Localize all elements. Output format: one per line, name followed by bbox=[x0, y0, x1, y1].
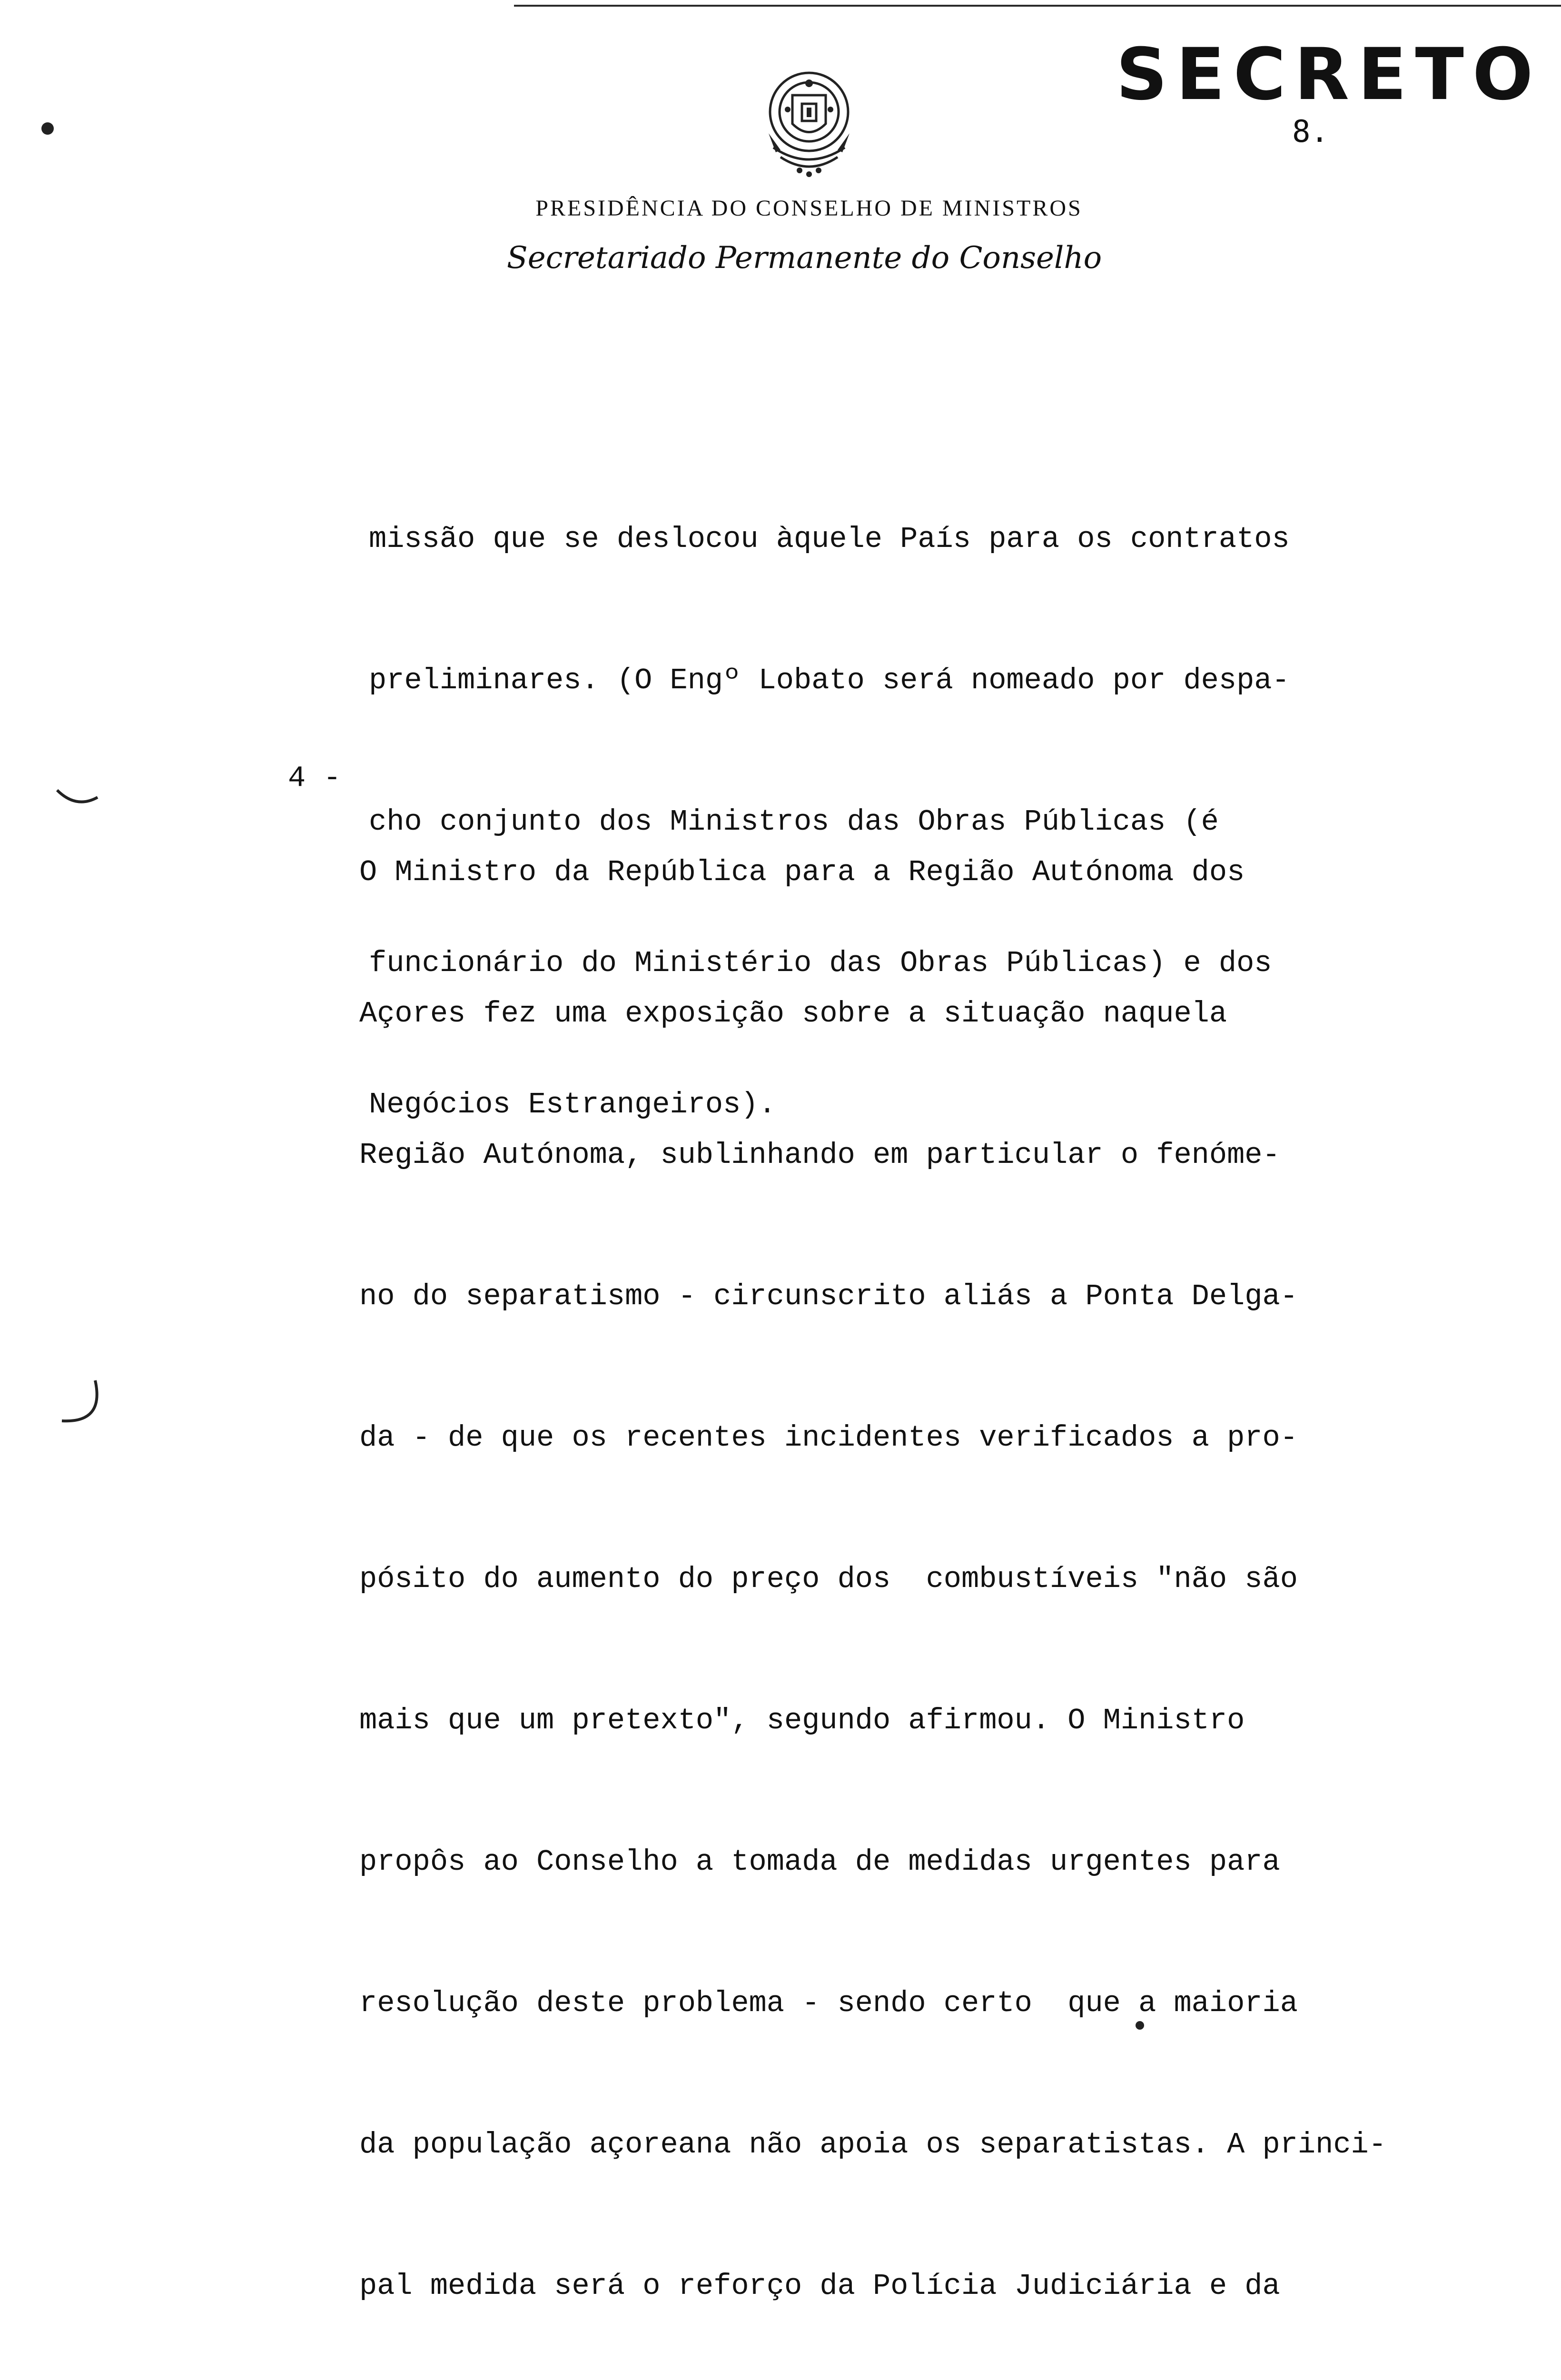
text-line: pósito do aumento do preço dos combustíveis "não são bbox=[359, 1562, 1298, 1596]
text-line: mais que um pretexto", segundo afirmou. O Ministro bbox=[359, 1704, 1245, 1737]
text-line: Açores fez uma exposição sobre a situação naquela bbox=[359, 997, 1227, 1031]
text-line: propôs ao Conselho a tomada de medidas urgentes para bbox=[359, 1845, 1280, 1879]
ink-speck bbox=[38, 119, 57, 138]
text-line: cho conjunto dos Ministros das Obras Públicas (é bbox=[369, 805, 1219, 839]
text-line: funcionário do Ministério das Obras Públicas) e dos bbox=[369, 946, 1272, 980]
text-line: da população açoreana não apoia os separatistas. A princi- bbox=[359, 2128, 1386, 2162]
text-line: no do separatismo - circunscrito aliás a Ponta Delga- bbox=[359, 1279, 1298, 1313]
text-line: preliminares. (O Engº Lobato será nomeado por despa- bbox=[369, 664, 1290, 697]
organization-header: PRESIDÊNCIA DO CONSELHO DE MINISTROS bbox=[535, 196, 1083, 221]
page-number: 8. bbox=[1292, 114, 1329, 149]
department-subheader: Secretariado Permanente do Conselho bbox=[506, 240, 1102, 276]
text-line: resolução deste problema - sendo certo que a maioria bbox=[359, 1986, 1298, 2020]
text-line: Negócios Estrangeiros). bbox=[369, 1088, 776, 1121]
top-border-line bbox=[514, 5, 1561, 7]
text-line: O Ministro da República para a Região Autónoma dos bbox=[359, 855, 1245, 889]
coat-of-arms-seal-icon bbox=[754, 62, 864, 181]
text-line: pal medida será o reforço da Polícia Judiciária e da bbox=[359, 2269, 1280, 2303]
punch-hole-mark bbox=[48, 781, 105, 819]
text-line: missão que se deslocou àquele País para os contratos bbox=[369, 522, 1290, 556]
text-line: Região Autónoma, sublinhando em particular o fenóme- bbox=[359, 1138, 1280, 1172]
text-line: da - de que os recentes incidentes verificados a pro- bbox=[359, 1421, 1298, 1455]
punch-hole-mark bbox=[52, 1371, 109, 1438]
ink-speck bbox=[1133, 2016, 1147, 2035]
item-4-paragraph bbox=[359, 754, 1386, 2380]
item-number: 4 - bbox=[288, 761, 341, 795]
classification-stamp: SECRETO bbox=[1116, 33, 1542, 116]
